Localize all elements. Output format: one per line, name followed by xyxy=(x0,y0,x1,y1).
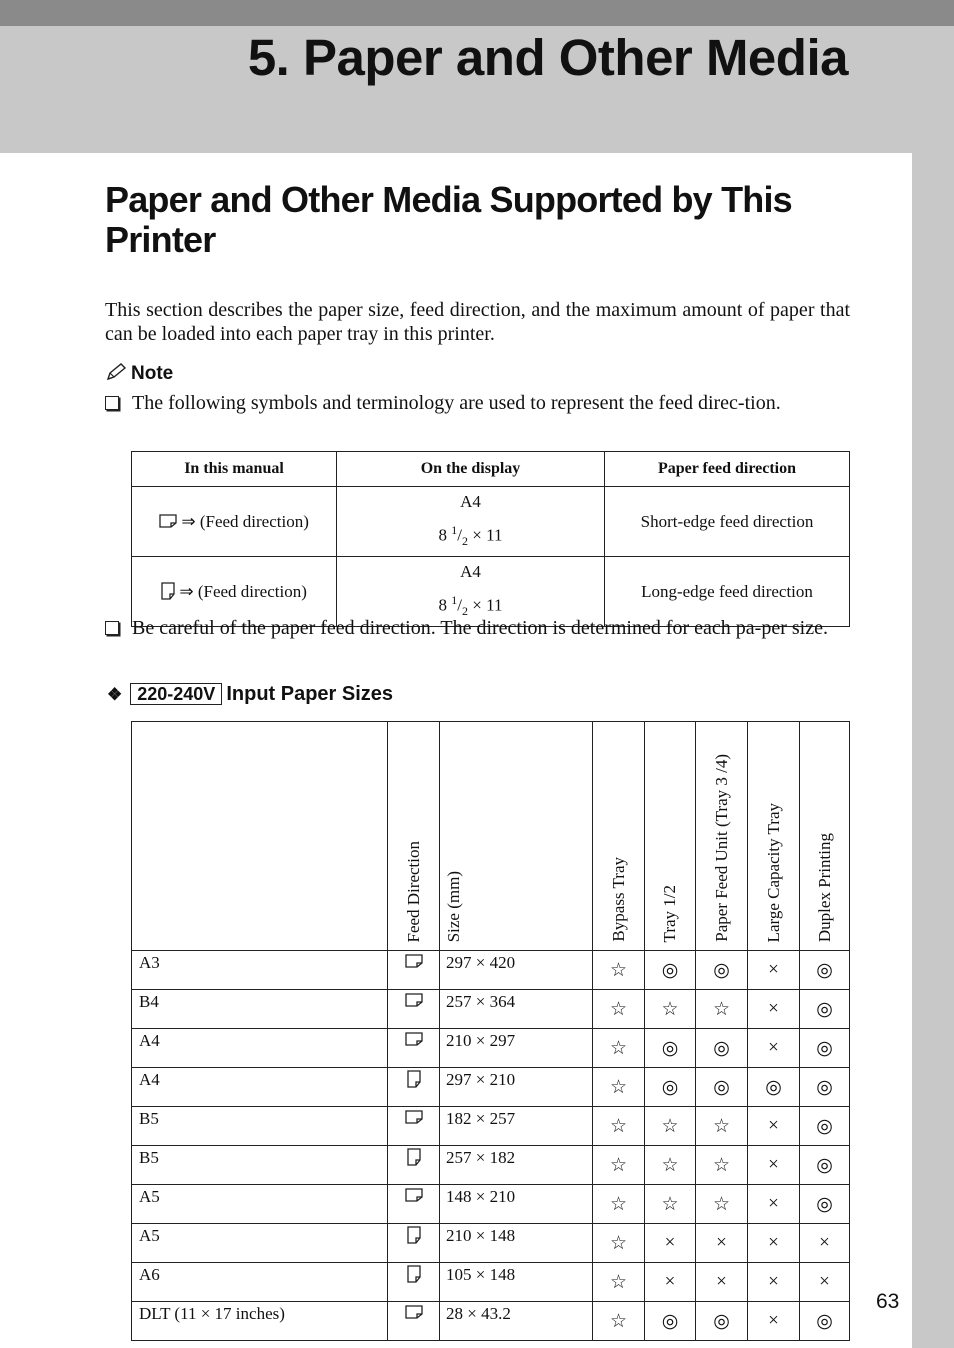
tray-support-cell: ☆ xyxy=(593,1302,645,1341)
tray-support-cell: × xyxy=(748,1224,800,1263)
manual-cell xyxy=(132,487,337,557)
header-tray-1-2 xyxy=(645,722,696,951)
display-rest: × 11 xyxy=(468,595,503,615)
tray-support-cell: × xyxy=(645,1263,696,1302)
tray-support-cell: ◎ xyxy=(645,951,696,990)
long-edge-feed-icon xyxy=(407,1148,421,1166)
size-cell: 257 × 364 xyxy=(440,990,593,1029)
paper-name-cell: A4 xyxy=(132,1029,388,1068)
table-row xyxy=(132,1146,850,1185)
table-row xyxy=(132,990,850,1029)
display-line-1: A4 xyxy=(460,562,481,582)
long-edge-feed-icon xyxy=(161,582,175,600)
feed-direction-cell xyxy=(388,1068,440,1107)
size-cell: 148 × 210 xyxy=(440,1185,593,1224)
tray-support-cell: ◎ xyxy=(800,1302,850,1341)
tray-support-cell: ◎ xyxy=(645,1068,696,1107)
tray-support-cell: × xyxy=(800,1263,850,1302)
short-edge-feed-icon xyxy=(405,954,423,968)
note-bullet-text: Be careful of the paper feed direction. The direction is determined for each pa-per size. xyxy=(132,617,828,639)
manual-text: ⇒ (Feed direction) xyxy=(181,511,309,531)
display-whole: 8 xyxy=(438,525,452,545)
feed-direction-cell xyxy=(388,1107,440,1146)
paper-name-cell: A5 xyxy=(132,1224,388,1263)
table-row xyxy=(132,1107,850,1146)
short-edge-feed-icon xyxy=(405,1305,423,1319)
header-label: Large Capacity Tray xyxy=(763,802,783,942)
display-denominator: 2 xyxy=(462,534,468,549)
note-heading xyxy=(105,362,173,385)
size-cell: 257 × 182 xyxy=(440,1146,593,1185)
table-row xyxy=(132,1224,850,1263)
short-edge-feed-icon xyxy=(405,1188,423,1202)
feed-direction-cell xyxy=(388,990,440,1029)
feed-direction-cell xyxy=(388,1263,440,1302)
header-label: Paper Feed Unit (Tray 3 /4) xyxy=(711,754,731,942)
input-sizes-title: Input Paper Sizes xyxy=(226,683,394,705)
tray-support-cell: × xyxy=(748,1029,800,1068)
direction-cell: Short-edge feed direction xyxy=(605,487,850,557)
direction-cell: Long-edge feed direction xyxy=(605,557,850,627)
size-cell: 28 × 43.2 xyxy=(440,1302,593,1341)
table-row xyxy=(132,1185,850,1224)
tray-support-cell: × xyxy=(748,1107,800,1146)
input-sizes-heading xyxy=(107,683,393,706)
paper-name-cell: B5 xyxy=(132,1146,388,1185)
table-row xyxy=(132,1068,850,1107)
tray-support-cell: × xyxy=(800,1224,850,1263)
input-paper-sizes-table xyxy=(131,721,850,1341)
short-edge-feed-icon xyxy=(405,1110,423,1124)
tray-support-cell: ◎ xyxy=(800,951,850,990)
tray-support-cell: ☆ xyxy=(645,990,696,1029)
long-edge-feed-icon xyxy=(407,1070,421,1088)
paper-name-cell: A4 xyxy=(132,1068,388,1107)
tray-support-cell: ☆ xyxy=(696,990,748,1029)
tray-support-cell: ☆ xyxy=(593,1107,645,1146)
feed-direction-cell xyxy=(388,1185,440,1224)
size-cell: 297 × 420 xyxy=(440,951,593,990)
chapter-title: 5. Paper and Other Media xyxy=(247,29,848,86)
checkbox-bullet-icon xyxy=(105,621,119,635)
header-size xyxy=(440,722,593,951)
feed-direction-cell xyxy=(388,1029,440,1068)
display-line-1: A4 xyxy=(460,492,481,511)
table-header-row xyxy=(132,722,850,951)
tray-support-cell: ☆ xyxy=(696,1185,748,1224)
tray-support-cell: ◎ xyxy=(800,1146,850,1185)
tray-support-cell: ◎ xyxy=(696,1302,748,1341)
display-numerator: 1 xyxy=(451,593,458,608)
tray-support-cell: × xyxy=(748,1146,800,1185)
header-paper-feed-unit xyxy=(696,722,748,951)
header-label: Size (mm) xyxy=(444,870,463,942)
paper-name-cell: A6 xyxy=(132,1263,388,1302)
tray-support-cell: × xyxy=(748,1263,800,1302)
feed-symbols-table xyxy=(131,451,850,627)
tray-support-cell: ☆ xyxy=(645,1107,696,1146)
tray-support-cell: ☆ xyxy=(696,1107,748,1146)
table-row xyxy=(132,1029,850,1068)
tray-support-cell: × xyxy=(748,990,800,1029)
header-feed-direction: Paper feed direction xyxy=(605,452,850,487)
tray-support-cell: ◎ xyxy=(800,1068,850,1107)
intro-paragraph: This section describes the paper size, feed direction, and the maximum amount of paper that can be loaded into each paper tray in this printer. xyxy=(105,299,850,345)
tray-support-cell: ☆ xyxy=(593,1029,645,1068)
display-denominator: 2 xyxy=(462,604,468,619)
tray-support-cell: ◎ xyxy=(645,1029,696,1068)
tray-support-cell: ◎ xyxy=(800,990,850,1029)
tray-support-cell: ◎ xyxy=(696,951,748,990)
tray-support-cell: ☆ xyxy=(645,1185,696,1224)
header-blank xyxy=(132,722,388,951)
display-rest: × 11 xyxy=(468,525,503,545)
display-whole: 8 xyxy=(438,595,452,615)
pencil-icon xyxy=(105,362,127,382)
paper-name-cell: A5 xyxy=(132,1185,388,1224)
paper-name-cell: B5 xyxy=(132,1107,388,1146)
tray-support-cell: × xyxy=(696,1263,748,1302)
header-label: Tray 1/2 xyxy=(660,884,679,942)
short-edge-feed-icon xyxy=(405,1032,423,1046)
header-top-strip xyxy=(0,0,954,26)
table-row xyxy=(132,1263,850,1302)
tray-support-cell: ◎ xyxy=(748,1068,800,1107)
tray-support-cell: ◎ xyxy=(800,1029,850,1068)
feed-direction-cell xyxy=(388,1224,440,1263)
header-label: Duplex Printing xyxy=(814,832,834,942)
diamond-bullet-icon: ❖ xyxy=(107,685,123,704)
tray-support-cell: ☆ xyxy=(593,1224,645,1263)
tray-support-cell: ◎ xyxy=(696,1068,748,1107)
voltage-badge: 220-240V xyxy=(130,683,222,705)
tray-support-cell: ☆ xyxy=(593,1185,645,1224)
note-label: Note xyxy=(131,363,174,384)
tray-support-cell: × xyxy=(748,1302,800,1341)
tray-support-cell: ☆ xyxy=(593,990,645,1029)
side-margin-band xyxy=(912,153,954,1348)
header-large-capacity-tray xyxy=(748,722,800,951)
tray-support-cell: × xyxy=(748,951,800,990)
tray-support-cell: ☆ xyxy=(645,1146,696,1185)
tray-support-cell: ◎ xyxy=(800,1185,850,1224)
paper-name-cell: DLT (11 × 17 inches) xyxy=(132,1302,388,1341)
display-line-2 xyxy=(338,516,603,555)
table-row xyxy=(132,1302,850,1341)
header-in-manual: In this manual xyxy=(132,452,337,487)
header-feed-direction xyxy=(388,722,440,951)
header-bypass-tray xyxy=(593,722,645,951)
size-cell: 105 × 148 xyxy=(440,1263,593,1302)
feed-direction-cell xyxy=(388,1302,440,1341)
tray-support-cell: × xyxy=(748,1185,800,1224)
size-cell: 210 × 297 xyxy=(440,1029,593,1068)
header-on-display: On the display xyxy=(337,452,605,487)
size-cell: 297 × 210 xyxy=(440,1068,593,1107)
paper-name-cell: B4 xyxy=(132,990,388,1029)
note-bullet-2 xyxy=(105,616,850,640)
paper-name-cell: A3 xyxy=(132,951,388,990)
display-cell xyxy=(337,487,605,557)
section-title: Paper and Other Media Supported by This Printer xyxy=(105,179,792,260)
manual-text: ⇒ (Feed direction) xyxy=(179,581,307,601)
header-duplex-printing xyxy=(800,722,850,951)
display-slash: / xyxy=(457,595,462,615)
note-bullet-1 xyxy=(105,391,850,415)
table-row xyxy=(132,951,850,990)
short-edge-feed-icon xyxy=(159,514,177,528)
table-row xyxy=(132,487,850,557)
tray-support-cell: × xyxy=(696,1224,748,1263)
tray-support-cell: × xyxy=(645,1224,696,1263)
size-cell: 210 × 148 xyxy=(440,1224,593,1263)
header-label: Feed Direction xyxy=(403,840,423,942)
page-number: 63 xyxy=(876,1290,900,1313)
long-edge-feed-icon xyxy=(407,1265,421,1283)
tray-support-cell: ☆ xyxy=(593,951,645,990)
tray-support-cell: ☆ xyxy=(696,1146,748,1185)
tray-support-cell: ☆ xyxy=(593,1263,645,1302)
display-numerator: 1 xyxy=(451,523,458,537)
tray-support-cell: ☆ xyxy=(593,1068,645,1107)
tray-support-cell: ☆ xyxy=(593,1146,645,1185)
tray-support-cell: ◎ xyxy=(800,1107,850,1146)
feed-direction-cell xyxy=(388,1146,440,1185)
tray-support-cell: ◎ xyxy=(645,1302,696,1341)
checkbox-bullet-icon xyxy=(105,396,119,410)
long-edge-feed-icon xyxy=(407,1226,421,1244)
tray-support-cell: ◎ xyxy=(696,1029,748,1068)
note-bullet-text: The following symbols and terminology are used to represent the feed direc-tion. xyxy=(132,392,781,414)
short-edge-feed-icon xyxy=(405,993,423,1007)
size-cell: 182 × 257 xyxy=(440,1107,593,1146)
feed-direction-cell xyxy=(388,951,440,990)
header-label: Bypass Tray xyxy=(608,857,628,942)
display-slash: / xyxy=(457,525,462,545)
table-header-row xyxy=(132,452,850,487)
